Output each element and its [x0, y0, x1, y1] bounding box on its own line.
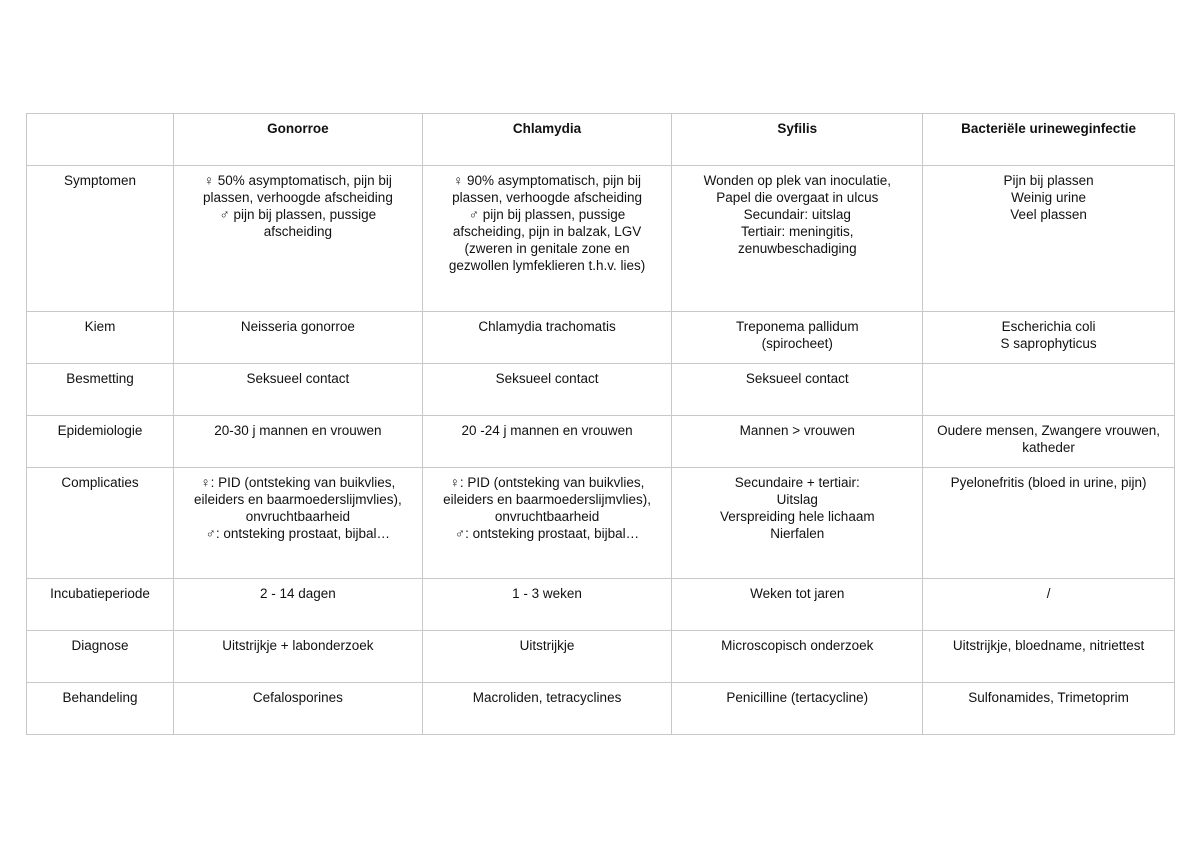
cell-line: plassen, verhoogde afscheiding	[452, 190, 642, 205]
cell-line: 1 - 3 weken	[512, 586, 582, 601]
cell-line: 20-30 j mannen en vrouwen	[214, 423, 382, 438]
table-cell	[672, 579, 923, 631]
table-cell	[923, 416, 1175, 468]
table-cell	[174, 166, 423, 312]
cell-line: ♂: ontsteking prostaat, bijbal…	[454, 526, 640, 541]
cell-line: Cefalosporines	[252, 690, 343, 705]
cell-line: Papel die overgaat in ulcus	[716, 190, 879, 205]
column-header: Bacteriële urineweginfectie	[923, 114, 1175, 166]
comparison-table	[26, 113, 1175, 735]
row-label: Diagnose	[27, 631, 174, 683]
table-cell	[174, 312, 423, 364]
cell-line: ♂ pijn bij plassen, pussige	[219, 207, 377, 222]
cell-line: Pyelonefritis (bloed in urine, pijn)	[950, 475, 1147, 490]
row-label: Epidemiologie	[27, 416, 174, 468]
cell-line: Pijn bij plassen	[1003, 173, 1094, 188]
cell-line: Nierfalen	[770, 526, 825, 541]
table-row	[27, 364, 1175, 416]
table-cell	[672, 683, 923, 735]
row-label: Behandeling	[27, 683, 174, 735]
table-cell	[422, 631, 672, 683]
cell-line: onvruchtbaarheid	[494, 509, 600, 524]
cell-line: eileiders en baarmoederslijmvlies),	[443, 492, 651, 507]
table-row	[27, 312, 1175, 364]
table-cell	[672, 416, 923, 468]
table-cell	[422, 166, 672, 312]
table-cell	[422, 416, 672, 468]
cell-line: (zweren in genitale zone en	[464, 241, 630, 256]
cell-line: Verspreiding hele lichaam	[719, 509, 875, 524]
cell-line: eileiders en baarmoederslijmvlies),	[193, 492, 402, 507]
table-cell	[923, 364, 1175, 416]
cell-line: Oudere mensen, Zwangere vrouwen,	[937, 423, 1161, 438]
column-header: Chlamydia	[422, 114, 672, 166]
table-cell	[174, 579, 423, 631]
cell-line: Secundaire + tertiair:	[734, 475, 860, 490]
table-cell	[923, 579, 1175, 631]
table-cell	[672, 312, 923, 364]
cell-line: Uitstrijkje + labonderzoek	[222, 638, 374, 653]
cell-line: Neisseria gonorroe	[240, 319, 355, 334]
cell-line: Weken tot jaren	[750, 586, 845, 601]
cell-line: Wonden op plek van inoculatie,	[703, 173, 891, 188]
table-cell	[672, 364, 923, 416]
table-cell	[174, 468, 423, 579]
cell-line: Treponema pallidum	[736, 319, 859, 334]
cell-line: (spirocheet)	[761, 336, 833, 351]
cell-line: Penicilline (tertacycline)	[726, 690, 869, 705]
row-label: Besmetting	[27, 364, 174, 416]
cell-line: Mannen > vrouwen	[739, 423, 855, 438]
cell-line: Uitslag	[776, 492, 818, 507]
table-cell	[174, 683, 423, 735]
cell-line: 2 - 14 dagen	[259, 586, 336, 601]
table-cell	[422, 364, 672, 416]
row-label: Kiem	[27, 312, 174, 364]
cell-line: afscheiding	[263, 224, 333, 239]
cell-line: Chlamydia trachomatis	[478, 319, 616, 334]
table-body	[27, 166, 1175, 735]
cell-line: ♀ 90% asymptomatisch, pijn bij	[453, 173, 642, 188]
row-label: Symptomen	[27, 166, 174, 312]
cell-line: Tertiair: meningitis,	[741, 224, 854, 239]
row-label: Complicaties	[27, 468, 174, 579]
table-cell	[923, 312, 1175, 364]
table-cell	[422, 312, 672, 364]
cell-line: /	[1046, 586, 1051, 601]
cell-line: ♀: PID (ontsteking van buikvlies,	[200, 475, 396, 490]
table-cell	[923, 166, 1175, 312]
table-row	[27, 631, 1175, 683]
cell-line: ♀: PID (ontsteking van buikvlies,	[449, 475, 645, 490]
cell-line: katheder	[1022, 440, 1075, 455]
table-cell	[174, 416, 423, 468]
cell-line: Seksueel contact	[745, 371, 849, 386]
table-cell	[422, 579, 672, 631]
cell-line: onvruchtbaarheid	[245, 509, 351, 524]
cell-line: ♂ pijn bij plassen, pussige	[468, 207, 626, 222]
cell-line: Secundair: uitslag	[743, 207, 851, 222]
cell-line: gezwollen lymfeklieren t.h.v. lies)	[448, 258, 646, 273]
table-row	[27, 683, 1175, 735]
cell-line: Escherichia coli	[1001, 319, 1096, 334]
column-header: Syfilis	[672, 114, 923, 166]
table-cell	[923, 468, 1175, 579]
table-cell	[672, 468, 923, 579]
table-row	[27, 468, 1175, 579]
cell-line: Macroliden, tetracyclines	[472, 690, 622, 705]
header-cell-empty	[27, 114, 174, 166]
table-cell	[672, 631, 923, 683]
cell-line: 20 -24 j mannen en vrouwen	[461, 423, 633, 438]
cell-line: Seksueel contact	[246, 371, 350, 386]
cell-line: Microscopisch onderzoek	[721, 638, 874, 653]
cell-line: plassen, verhoogde afscheiding	[202, 190, 393, 205]
cell-line: Seksueel contact	[495, 371, 599, 386]
cell-line: Sulfonamides, Trimetoprim	[968, 690, 1129, 705]
table-cell	[923, 631, 1175, 683]
cell-line: Uitstrijkje	[519, 638, 575, 653]
column-header: Gonorroe	[174, 114, 423, 166]
cell-line: Weinig urine	[1011, 190, 1086, 205]
table-cell	[422, 683, 672, 735]
table-row	[27, 166, 1175, 312]
table-row	[27, 416, 1175, 468]
cell-line: ♂: ontsteking prostaat, bijbal…	[205, 526, 390, 541]
cell-line: S saprophyticus	[1000, 336, 1097, 351]
table-cell	[672, 166, 923, 312]
cell-line: Uitstrijkje, bloedname, nitriettest	[952, 638, 1145, 653]
table-cell	[174, 364, 423, 416]
cell-line: zenuwbeschadiging	[737, 241, 857, 256]
table-cell	[422, 468, 672, 579]
table-cell	[174, 631, 423, 683]
cell-line: afscheiding, pijn in balzak, LGV	[452, 224, 642, 239]
table-cell	[923, 683, 1175, 735]
cell-line: ♀ 50% asymptomatisch, pijn bij	[203, 173, 392, 188]
table-row	[27, 579, 1175, 631]
row-label: Incubatieperiode	[27, 579, 174, 631]
table-header-row	[27, 114, 1175, 166]
cell-line: Veel plassen	[1010, 207, 1087, 222]
